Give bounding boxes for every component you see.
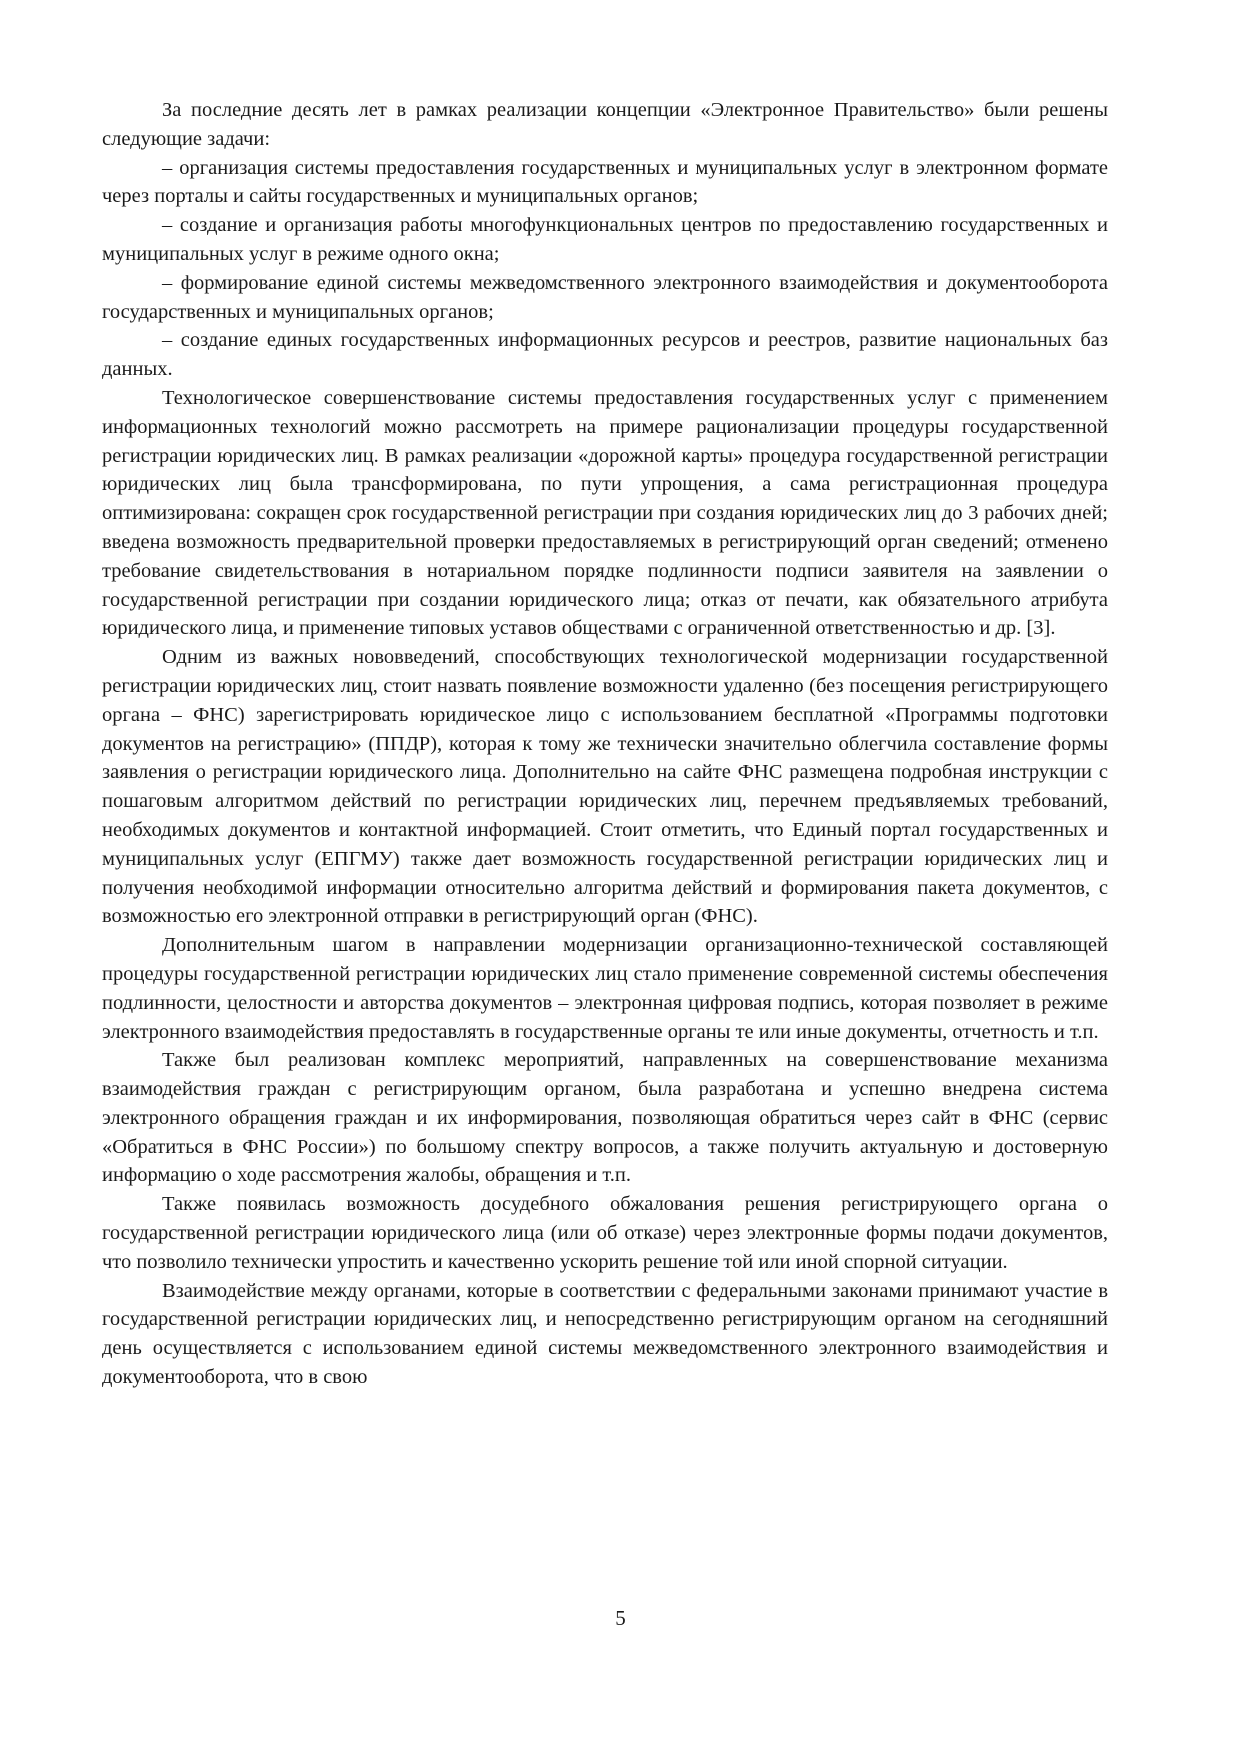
paragraph-intro: За последние десять лет в рамках реализации концепции «Электронное Правительство» были решены следующие задачи: [102,99,1108,150]
paragraph: Также был реализован комплекс мероприятий, направленных на совершенствование механизма взаимодействия граждан с регистрирующим органом, была разработана и успешно внедрена система электронного обращения граждан и их информирования, позволяющая обратиться через сайт в ФНС (сервис «Обратиться в ФНС России») по большому спектру вопросов, а также получить актуальную и достоверную информацию о ходе рассмотрения жалобы, обращения и т.п. [102,1049,1108,1187]
list-item: – создание и организация работы многофункциональных центров по предоставлению государственных и муниципальных услуг в режиме одного окна; [102,214,1108,265]
paragraph: Технологическое совершенствование системы предоставления государственных услуг с применением информационных технологий можно рассмотреть на примере рационализации процедуры государственной регистрации юридических лиц. В рамках реализации «дорожной карты» процедура государственной регистрации юридических лиц была трансформирована, по пути упрощения, а сама регистрационная процедура оптимизирована: сокращен срок государственной регистрации при создания юридических лиц до 3 рабочих дней; введена возможность предварительной проверки предоставляемых в регистрирующий орган сведений; отменено требование свидетельствования в нотариальном порядке подлинности подписи заявителя на заявлении о государственной регистрации при создании юридического лица; отказ от печати, как обязательного атрибута юридического лица, и применение типовых уставов обществами с ограниченной ответственностью и др. [3]. [102,386,1108,640]
paragraph: Дополнительным шагом в направлении модернизации организационно-технической составляющей процедуры государственной регистрации юридических лиц стало применение современной системы обеспечения подлинности, целостности и авторства документов – электронная цифровая подпись, которая позволяет в режиме электронного взаимодействия предоставлять в государственные органы те или иные документы, отчетность и т.п. [102,934,1108,1043]
document-body [102,96,1108,1392]
list-item: – формирование единой системы межведомственного электронного взаимодействия и документооборота государственных и муниципальных органов; [102,271,1108,323]
list-item: – создание единых государственных информационных ресурсов и реестров, развитие национальных баз данных. [102,329,1108,381]
paragraph: Одним из важных нововведений, способствующих технологической модернизации государственной регистрации юридических лиц, стоит назвать появление возможности удаленно (без посещения регистрирующего органа – ФНС) зарегистрировать юридическое лицо с использованием бесплатной «Программы подготовки документов на регистрацию» (ППДР), которая к тому же технически значительно облегчила составление формы заявления о регистрации юридического лица. Дополнительно на сайте ФНС размещена подробная инструкции с пошаговым алгоритмом действий по регистрации юридических лиц, перечнем предъявляемых требований, необходимых документов и контактной информацией. Стоит отметить, что Единый портал государственных и муниципальных услуг (ЕПГМУ) также дает возможность государственной регистрации юридических лиц и получения необходимой информации относительно алгоритма действий и формирования пакета документов, с возможностью его электронной отправки в регистрирующий орган (ФНС). [102,646,1108,928]
paragraph: Также появилась возможность досудебного обжалования решения регистрирующего органа о государственной регистрации юридического лица (или об отказе) через электронные формы подачи документов, что позволило технически упростить и качественно ускорить решение той или иной спорной ситуации. [102,1193,1108,1273]
paragraph: Взаимодействие между органами, которые в соответствии с федеральными законами принимают участие в государственной регистрации юридических лиц, и непосредственно регистрирующим органом на сегодняшний день осуществляется с использованием единой системы межведомственного электронного взаимодействия и документооборота, что в свою [102,1279,1108,1389]
list-item: – организация системы предоставления государственных и муниципальных услуг в электронном формате через порталы и сайты государственных и муниципальных органов; [102,156,1108,208]
page-number: 5 [615,1606,626,1630]
